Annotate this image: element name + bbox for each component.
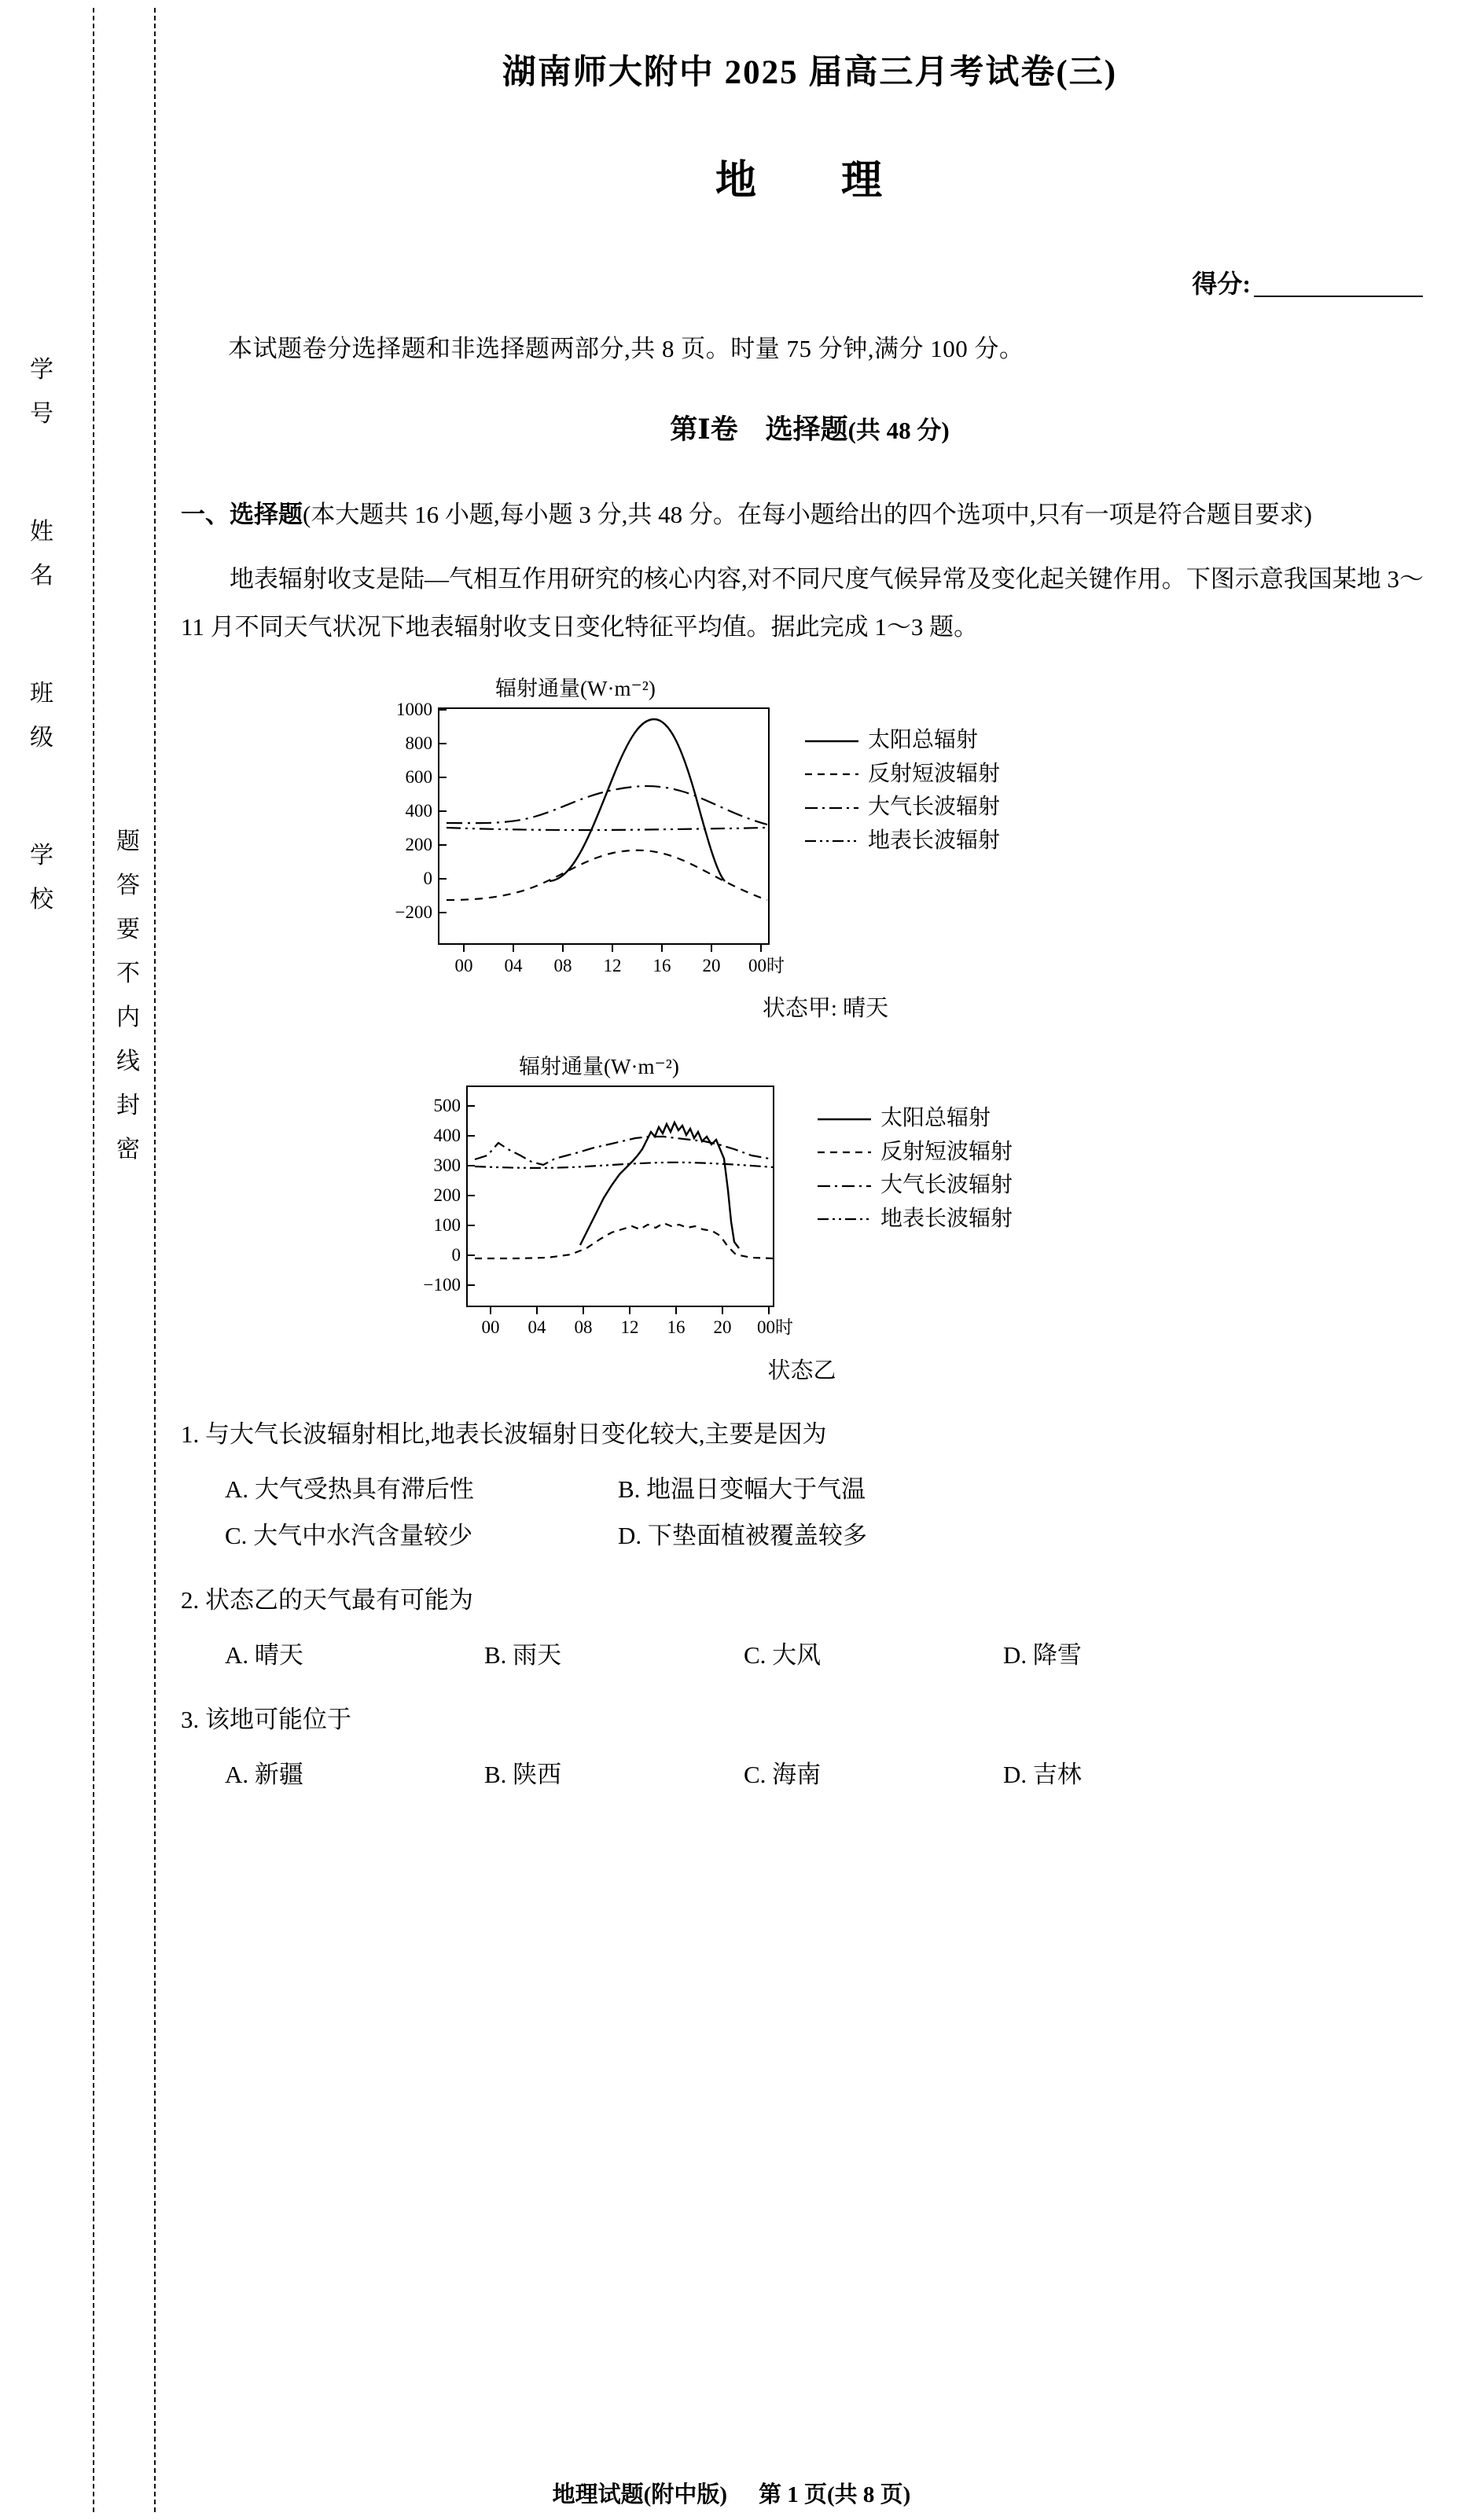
vchar: 要 (116, 917, 140, 942)
vchar: 线 (116, 1049, 140, 1074)
legend-label: 大气长波辐射 (868, 795, 1001, 820)
svg-text:1000: 1000 (396, 702, 432, 720)
svg-text:16: 16 (652, 956, 671, 976)
option-c[interactable]: C. 大气中水汽含量较少 (225, 1522, 473, 1550)
vchar: 密 (116, 1137, 140, 1163)
option-d[interactable]: D. 吉林 (1003, 1760, 1082, 1788)
question-1-options-row-1 (181, 1469, 1439, 1504)
legend-item (803, 791, 1000, 825)
option-b[interactable]: B. 陕西 (484, 1760, 562, 1788)
legend-key-dashdotdot-icon (803, 834, 860, 848)
vchar: 级 (30, 725, 53, 751)
svg-text:400: 400 (433, 1126, 461, 1146)
option-a[interactable]: A. 晴天 (225, 1641, 303, 1670)
legend-item (816, 1102, 1013, 1136)
svg-text:200: 200 (433, 1185, 461, 1206)
footer-exam-name: 地理试题(附中版) (552, 2482, 727, 2507)
vchar: 学 (30, 843, 53, 869)
score-row (181, 264, 1439, 300)
vchar: 封 (116, 1093, 140, 1119)
question-number: 2. (181, 1586, 200, 1614)
option-a[interactable]: A. 大气受热具有滞后性 (225, 1475, 474, 1504)
question-number: 3. (181, 1706, 200, 1734)
option-c[interactable]: C. 大风 (744, 1641, 822, 1670)
svg-text:200: 200 (405, 835, 432, 855)
page-footer (0, 2477, 1463, 2509)
vchar: 不 (116, 961, 140, 986)
svg-text:−100: −100 (423, 1275, 461, 1295)
chart2-legend (816, 1102, 1013, 1236)
question-text: 该地可能位于 (205, 1706, 351, 1734)
vchar: 名 (30, 563, 53, 589)
question-stem: 地表辐射收支是陆—气相互作用研究的核心内容,对不同尺度气候异常及变化起关键作用。下图示意我国某地 3～11 月不同天气状况下地表辐射收支日变化特征平均值。据此完成 1～3 题。 (181, 565, 1424, 641)
vchar: 校 (30, 887, 53, 913)
svg-text:12: 12 (603, 956, 622, 976)
legend-key-dashed-icon (816, 1145, 873, 1159)
chart2-plot (406, 1080, 799, 1351)
question-text: 与大气长波辐射相比,地表长波辐射日变化较大,主要是因为 (205, 1420, 827, 1449)
question-group-heading (181, 491, 1439, 538)
margin-dashed-line-inner (154, 8, 156, 2512)
vchar: 学 (30, 357, 53, 383)
chart2-caption: 状态乙 (767, 1358, 836, 1384)
chart1-ylabel: 辐射通量(W·m⁻²) (495, 677, 656, 701)
margin-dashed-line-outer (93, 8, 94, 2512)
legend-item (803, 758, 1000, 792)
vchar: 题 (116, 828, 140, 854)
vchar: 号 (30, 401, 53, 427)
chart2-ylabel: 辐射通量(W·m⁻²) (519, 1055, 679, 1079)
option-b[interactable]: B. 雨天 (484, 1641, 562, 1670)
legend-key-dashdot-icon (803, 801, 860, 815)
svg-text:0: 0 (423, 869, 432, 889)
svg-text:12: 12 (620, 1317, 639, 1338)
question-1 (181, 1412, 1439, 1458)
option-a[interactable]: A. 新疆 (225, 1760, 303, 1788)
option-b[interactable]: B. 地温日变幅大于气温 (618, 1475, 866, 1504)
student-info-column (24, 338, 60, 932)
legend-label: 大气长波辐射 (880, 1173, 1013, 1198)
figure-chart-jia (181, 671, 1439, 1023)
subject-title: 地 理 (715, 159, 904, 204)
svg-text:00: 00 (481, 1317, 500, 1338)
svg-text:04: 04 (527, 1317, 546, 1338)
svg-text:20: 20 (713, 1317, 732, 1338)
svg-text:0: 0 (451, 1245, 461, 1266)
chart1-legend (803, 724, 1000, 858)
vchar: 班 (30, 681, 53, 707)
chart1-svg (377, 702, 786, 985)
svg-text:500: 500 (433, 1096, 461, 1116)
svg-text:600: 600 (405, 767, 432, 788)
chart1-caption: 状态甲: 晴天 (762, 996, 889, 1022)
legend-key-dashdotdot-icon (816, 1212, 873, 1226)
svg-text:−200: −200 (395, 902, 432, 923)
option-c[interactable]: C. 海南 (744, 1760, 822, 1788)
left-margin-strip (0, 0, 169, 2520)
svg-text:800: 800 (405, 733, 432, 754)
legend-label: 反射短波辐射 (880, 1139, 1013, 1164)
legend-label: 太阳总辐射 (880, 1106, 991, 1131)
question-3 (181, 1697, 1439, 1743)
svg-text:00: 00 (454, 956, 473, 976)
svg-text:300: 300 (433, 1155, 461, 1176)
legend-key-dashdot-icon (816, 1179, 873, 1193)
section-title-sub: (共 48 分) (847, 417, 950, 444)
question-group-detail: (本大题共 16 小题,每小题 3 分,共 48 分。在每小题给出的四个选项中,只有一项是符合题目要求) (303, 501, 1312, 528)
vchar: 内 (116, 1005, 140, 1030)
svg-text:16: 16 (667, 1317, 686, 1338)
legend-key-solid-icon (816, 1112, 873, 1126)
legend-label: 地表长波辐射 (880, 1206, 1013, 1231)
figure-chart-yi (181, 1049, 1439, 1385)
score-label: 得分: (1192, 270, 1251, 298)
option-d[interactable]: D. 降雪 (1003, 1641, 1082, 1670)
legend-key-dashed-icon (803, 767, 860, 781)
legend-key-solid-icon (803, 734, 860, 748)
svg-text:04: 04 (504, 956, 523, 976)
section-title-main: 第Ⅰ卷 选择题 (670, 414, 848, 445)
section-title (181, 408, 1439, 447)
question-2 (181, 1578, 1439, 1624)
option-d[interactable]: D. 下垫面植被覆盖较多 (618, 1522, 867, 1550)
question-text: 状态乙的天气最有可能为 (205, 1586, 473, 1614)
legend-item (816, 1136, 1013, 1170)
exam-intro: 本试题卷分选择题和非选择题两部分,共 8 页。时量 75 分钟,满分 100 分。 (228, 335, 1024, 362)
legend-label: 太阳总辐射 (868, 728, 979, 753)
legend-label: 反射短波辐射 (868, 761, 1001, 786)
svg-text:08: 08 (553, 956, 572, 976)
question-2-options (181, 1635, 1439, 1670)
legend-item (816, 1203, 1013, 1236)
legend-item (803, 724, 1000, 758)
chart2-svg (406, 1080, 799, 1347)
question-3-options (181, 1754, 1439, 1790)
question-group-label: 一、选择题 (181, 501, 303, 528)
question-number: 1. (181, 1420, 200, 1449)
svg-text:00时: 00时 (748, 956, 785, 976)
question-1-options-row-2 (181, 1515, 1439, 1551)
svg-text:20: 20 (702, 956, 721, 976)
svg-text:400: 400 (405, 801, 432, 821)
svg-text:00时: 00时 (757, 1317, 793, 1338)
exam-page-content (181, 0, 1439, 1790)
vchar: 姓 (30, 519, 53, 545)
legend-label: 地表长波辐射 (868, 828, 1001, 853)
legend-item (816, 1169, 1013, 1203)
legend-item (803, 825, 1000, 858)
footer-page-number: 第 1 页(共 8 页) (759, 2482, 911, 2507)
svg-text:100: 100 (433, 1215, 461, 1236)
score-blank[interactable] (1254, 272, 1423, 297)
seal-line-column (110, 810, 146, 1182)
page-title: 湖南师大附中 2025 届高三月考试卷(三) (502, 54, 1118, 91)
vchar: 答 (116, 872, 140, 898)
svg-text:08: 08 (574, 1317, 593, 1338)
chart1-plot (377, 702, 786, 989)
